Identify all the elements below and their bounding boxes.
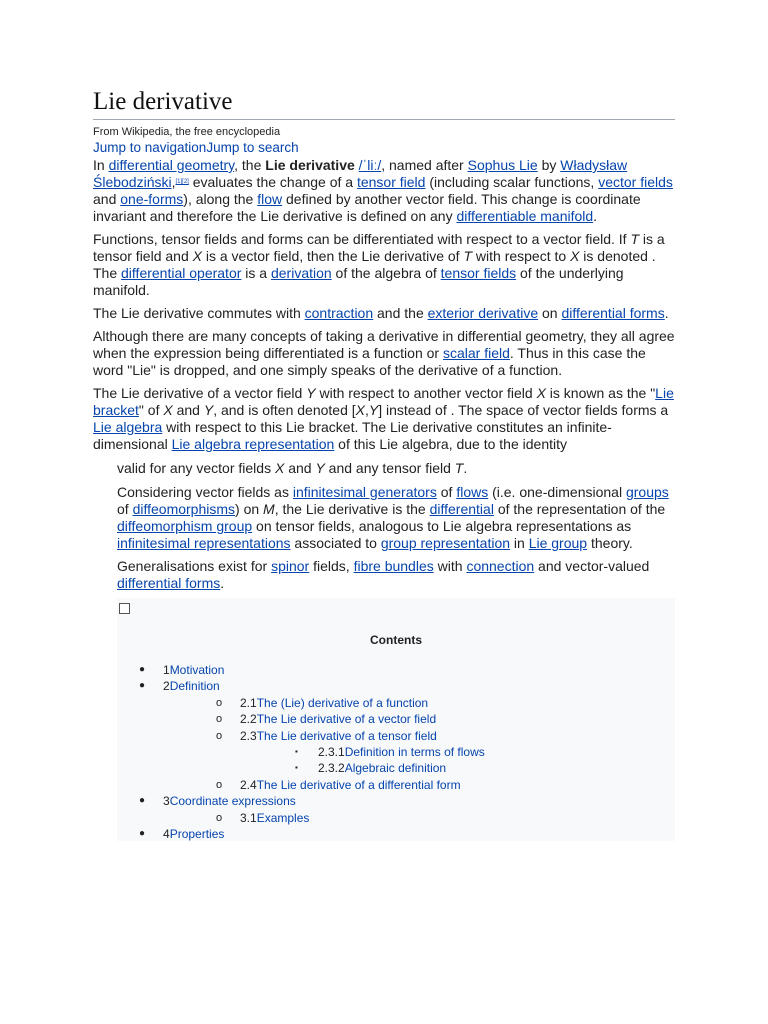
text: of: [117, 501, 133, 517]
bullet-icon: ▪: [295, 763, 298, 773]
text: of: [436, 484, 457, 500]
citation-link[interactable]: [1][2]: [175, 179, 189, 185]
text: Considering vector fields as: [117, 484, 293, 500]
text: " of: [138, 402, 164, 418]
link-contraction[interactable]: contraction: [304, 305, 374, 321]
text: of this Lie algebra, due to the identity: [334, 436, 567, 452]
toc-link-examples[interactable]: Examples: [256, 810, 310, 825]
link-pronunciation[interactable]: /ˈliː/: [358, 157, 382, 173]
link-differential-operator[interactable]: differential operator: [121, 265, 242, 281]
text: , and is often denoted [: [213, 402, 356, 418]
toc-item: [117, 826, 675, 842]
table-of-contents: [117, 598, 675, 841]
text: .: [664, 305, 669, 321]
link-derivation[interactable]: derivation: [270, 265, 332, 281]
page-title: Lie derivative: [93, 86, 675, 120]
link-tensor-fields[interactable]: tensor fields: [440, 265, 517, 281]
link-differential-geometry[interactable]: differential geometry: [108, 157, 235, 173]
toc-item: [117, 760, 675, 776]
text: , the: [234, 157, 266, 173]
text: , named after: [381, 157, 468, 173]
toc-item: [117, 695, 675, 711]
math-var: M: [263, 501, 275, 517]
text: in: [510, 535, 529, 551]
text: of the algebra of: [331, 265, 441, 281]
toc-number: 3.1: [240, 810, 257, 825]
intro-paragraph-3: [93, 305, 675, 322]
text: with respect to this Lie bracket. The Lie derivative constitutes an infinite-dimensional: [93, 419, 612, 452]
text: of the underlying manifold.: [93, 265, 624, 298]
text: .: [463, 460, 468, 476]
toc-link-coordinate-expressions[interactable]: Coordinate expressions: [169, 794, 296, 809]
toc-item: [117, 711, 675, 727]
toc-number: 2.2: [240, 712, 257, 727]
toc-list: [117, 662, 675, 842]
bold-term: Lie derivative: [265, 157, 355, 173]
link-lie-algebra-representation[interactable]: Lie algebra representation: [171, 436, 335, 452]
jump-to-navigation-link[interactable]: Jump to navigation: [93, 140, 207, 155]
text: .: [593, 208, 598, 224]
text: The Lie derivative of a vector field: [93, 385, 307, 401]
intro-paragraph-1: [93, 157, 675, 225]
link-flow[interactable]: flow: [257, 191, 283, 207]
math-var: Y: [368, 402, 379, 418]
bullet-icon: ●: [139, 680, 146, 692]
text: with respect to another vector field: [315, 385, 537, 401]
jump-links: [93, 139, 675, 156]
bullet-icon: ●: [139, 795, 146, 807]
text: defined by another vector field. This change is coordinate invariant and therefore the Lie derivative is defined on any: [93, 191, 641, 224]
toc-number: 2.3.2: [318, 761, 345, 776]
toc-item: [117, 662, 675, 678]
text: . Thus in this case the word "Lie" is dropped, and one simply speaks of the derivative of a function.: [93, 345, 646, 378]
text: valid for any vector fields: [117, 460, 275, 476]
text: by: [537, 157, 561, 173]
text: is a: [241, 265, 271, 281]
text: is a vector field, then the Lie derivative of: [201, 248, 464, 264]
link-sophus-lie[interactable]: Sophus Lie: [467, 157, 538, 173]
math-var: X: [536, 385, 546, 401]
toc-item: [117, 810, 675, 826]
text: evaluates the change of a: [188, 174, 357, 190]
link-vector-valued-differential-forms[interactable]: differential forms: [117, 575, 221, 591]
text: .: [220, 575, 225, 591]
text: The Lie derivative commutes with: [93, 305, 305, 321]
text: Although there are many concepts of taking a derivative in differential geometry, they all agree when the expression being differentiated is a function or: [93, 328, 675, 361]
math-var: X: [192, 248, 202, 264]
text: on: [538, 305, 562, 321]
link-one-forms[interactable]: one-forms: [120, 191, 184, 207]
text: ), along the: [183, 191, 258, 207]
bullet-icon: o: [216, 713, 223, 726]
toc-number: 4: [163, 827, 170, 842]
toc-link-definition-flows[interactable]: Definition in terms of flows: [344, 745, 485, 760]
link-lie-bracket[interactable]: Lie bracket: [93, 385, 674, 418]
toc-number: 2.3: [240, 728, 257, 743]
link-wladyslaw-slebodzinski[interactable]: Władysław Ślebodziński: [93, 157, 628, 190]
link-scalar-field[interactable]: scalar field: [442, 345, 510, 361]
toc-link-algebraic-definition[interactable]: Algebraic definition: [344, 761, 447, 776]
text: is denoted . The: [93, 248, 656, 281]
toc-link-lie-derivative-differential-form[interactable]: The Lie derivative of a differential form: [256, 777, 461, 792]
bullet-icon: o: [216, 729, 223, 742]
text: ] instead of . The space of vector fields forms a: [378, 402, 669, 418]
toc-number: 2.1: [240, 695, 257, 710]
text: of the representation of the: [493, 501, 666, 517]
bullet-icon: ▪: [295, 747, 298, 757]
link-differentiable-manifold[interactable]: differentiable manifold: [456, 208, 594, 224]
link-diffeomorphisms[interactable]: diffeomorphisms: [132, 501, 236, 517]
intro-paragraph-8: [117, 558, 675, 592]
link-group-representation[interactable]: group representation: [380, 535, 511, 551]
toc-item: [117, 777, 675, 793]
text: and vector-valued: [534, 558, 650, 574]
math-var: T: [630, 231, 640, 247]
intro-paragraph-7: [117, 484, 675, 552]
text: and any tensor field: [324, 460, 455, 476]
toc-item: [117, 678, 675, 694]
math-var: T: [454, 460, 464, 476]
text: associated to: [290, 535, 381, 551]
link-spinor[interactable]: spinor: [271, 558, 310, 574]
toc-number: 3: [163, 794, 170, 809]
identity-note: [117, 460, 675, 477]
link-flows[interactable]: flows: [456, 484, 489, 500]
math-var: X: [355, 402, 365, 418]
link-tensor-field[interactable]: tensor field: [356, 174, 426, 190]
link-fibre-bundles[interactable]: fibre bundles: [353, 558, 434, 574]
text: and: [284, 460, 316, 476]
math-var: Y: [306, 385, 316, 401]
text: , the Lie derivative is the: [274, 501, 430, 517]
text: is a tensor field and: [93, 231, 665, 264]
link-groups[interactable]: groups: [625, 484, 669, 500]
site-tagline: From Wikipedia, the free encyclopedia: [93, 126, 281, 138]
toc-item: [117, 793, 675, 809]
text: Functions, tensor fields and forms can be differentiated with respect to a vector field. If: [93, 231, 631, 247]
math-var: X: [570, 248, 580, 264]
link-differential[interactable]: differential: [429, 501, 494, 517]
toc-link-properties[interactable]: Properties: [169, 827, 225, 842]
text: with respect to: [472, 248, 571, 264]
math-var: X: [163, 402, 173, 418]
text: In: [93, 157, 109, 173]
text: is known as the ": [545, 385, 656, 401]
text: and: [172, 402, 204, 418]
toc-link-lie-derivative-tensor-field[interactable]: The Lie derivative of a tensor field: [256, 728, 437, 743]
link-vector-fields[interactable]: vector fields: [598, 174, 673, 190]
bullet-icon: ●: [139, 828, 146, 840]
math-var: X: [274, 460, 285, 476]
bullet-icon: o: [216, 778, 223, 791]
toc-number: 2.3.1: [318, 745, 345, 760]
link-lie-algebra[interactable]: Lie algebra: [93, 419, 163, 435]
toc-toggle-checkbox[interactable]: [119, 603, 130, 614]
jump-to-search-link[interactable]: Jump to search: [206, 140, 299, 155]
text: with: [433, 558, 467, 574]
text: ,: [364, 402, 369, 418]
math-var: Y: [315, 460, 325, 476]
link-infinitesimal-generators[interactable]: infinitesimal generators: [292, 484, 437, 500]
toc-link-definition[interactable]: Definition: [169, 679, 220, 694]
intro-paragraph-2: [93, 231, 675, 299]
article: [93, 86, 675, 841]
text: and: [93, 191, 121, 207]
intro-paragraph-4: [93, 328, 675, 379]
text: ,: [171, 174, 176, 190]
text: and the: [373, 305, 428, 321]
text: Generalisations exist for: [117, 558, 272, 574]
text: (i.e. one-dimensional: [488, 484, 626, 500]
toc-item: [117, 744, 675, 760]
link-lie-group[interactable]: Lie group: [528, 535, 588, 551]
link-infinitesimal-representations[interactable]: infinitesimal representations: [117, 535, 291, 551]
bullet-icon: ●: [139, 664, 146, 675]
link-diffeomorphism-group[interactable]: diffeomorphism group: [117, 518, 253, 534]
text: (including scalar functions,: [425, 174, 599, 190]
toc-number: 2.4: [240, 777, 257, 792]
text: fields,: [309, 558, 354, 574]
toc-item: [117, 728, 675, 744]
math-var: T: [463, 248, 473, 264]
toc-link-lie-derivative-vector-field[interactable]: The Lie derivative of a vector field: [256, 712, 437, 727]
bullet-icon: o: [216, 811, 223, 824]
intro-paragraph-5: [93, 385, 675, 453]
text: on tensor fields, analogous to Lie algebra representations as: [252, 518, 632, 534]
link-connection[interactable]: connection: [466, 558, 535, 574]
toc-link-motivation[interactable]: Motivation: [169, 663, 225, 677]
text: ) on: [235, 501, 264, 517]
link-exterior-derivative[interactable]: exterior derivative: [427, 305, 539, 321]
text: theory.: [587, 535, 633, 551]
toc-link-lie-derivative-function[interactable]: The (Lie) derivative of a function: [256, 695, 429, 710]
toc-number: 1: [163, 663, 170, 677]
math-var: Y: [203, 402, 214, 418]
toc-number: 2: [163, 679, 170, 694]
toc-title: Contents: [370, 633, 422, 647]
bullet-icon: o: [216, 696, 223, 709]
link-differential-forms[interactable]: differential forms: [561, 305, 665, 321]
